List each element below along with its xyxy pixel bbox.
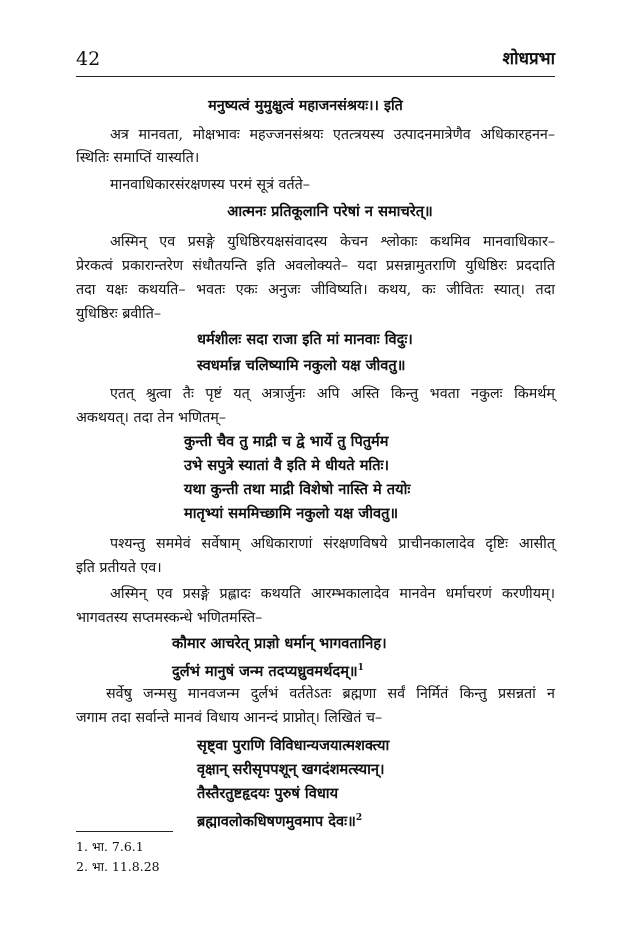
text-line: जगाम तदा सर्वान्ते मानवं विधाय आनन्दं प्राप्नोत्। लिखितं च– (76, 710, 383, 726)
verse-line: आत्मनः प्रतिकूलानि परेषां न समाचरेत्॥ (227, 203, 433, 220)
text-line: मनुष्यत्वं मुमुक्षुत्वं महाजनसंश्रयः।। इति (208, 98, 403, 114)
verse-line: धर्मशीलः सदा राजा इति मां मानवाः विदुः। (197, 331, 413, 348)
text-line: अस्मिन् एव प्रसङ्गे युधिष्ठिरयक्षसंवादस्य केचन श्लोकाः कथमिव मानवाधिकार– (110, 234, 555, 250)
text-line: इति प्रतीयते एव। (76, 560, 162, 576)
verse-line: दुर्लभं मानुषं जन्म तदप्यध्रुवमर्थदम्॥$^1$ (172, 662, 364, 680)
verse-line: उभे सपुत्रे स्यातां वै इति मे धीयते मतिः। (184, 457, 389, 474)
text-line: मानवाधिकारसंरक्षणस्य परमं सूत्रं वर्तते– (110, 177, 310, 193)
page-number: 42 (76, 48, 101, 70)
text-line: स्थितिः समाप्तिं यास्यति। (76, 150, 200, 166)
verse-line: यथा कुन्ती तथा माद्री विशेषो नास्ति मे तयोः (184, 481, 411, 498)
footnote-marker: 1 (357, 663, 364, 673)
footnote: 1. भा. 7.6.1 (76, 839, 144, 854)
footnote-marker: 2 (355, 813, 363, 823)
text-line: अस्मिन् एव प्रसङ्गे प्रह्लादः कथयति आरम्भकालादेव मानवेन धर्माचरणं करणीयम्। (110, 586, 555, 602)
text-line: अत्र मानवता, मोक्षभावः महज्जनसंश्रयः एतत्त्रयस्य उत्पादनमात्रेणैव अधिकारहनन– (110, 127, 555, 143)
verse-line: ब्रह्मावलोकधिषणमुवमाप देवः॥$^2$ (197, 812, 363, 830)
text-line: सर्वेषु जन्मसु मानवजन्म दुर्लभं वर्ततेऽतः ब्रह्मणा सर्वं निर्मितं किन्तु प्रसन्नतां न (106, 686, 555, 702)
verse-line: मातृभ्यां सममिच्छामि नकुलो यक्ष जीवतु॥ (184, 505, 399, 522)
page-header (76, 46, 555, 74)
footnote-rule (76, 831, 173, 832)
header-rule (76, 76, 555, 77)
verse-line: कुन्ती चैव तु माद्री च द्वे भार्ये तु पितुर्मम (184, 433, 389, 450)
verse-line: सृष्ट्वा पुराणि विविधान्यजयात्मशक्त्या (197, 737, 390, 754)
running-title: शोधप्रभा (502, 49, 555, 69)
text-line: पश्यन्तु सममेवं सर्वेषाम् अधिकाराणां संरक्षणविषये प्राचीनकालादेव दृष्टिः आसीत् (110, 536, 555, 552)
text-line: अकथयत्। तदा तेन भणितम्– (76, 410, 226, 426)
footnote: 2. भा. 11.8.28 (76, 859, 160, 874)
verse-line: वृक्षान् सरीसृपपशून् खगदंशमत्स्यान्। (197, 761, 385, 778)
text-line: भागवतस्य सप्तमस्कन्धे भणितमस्ति– (76, 610, 263, 626)
text-line: युधिष्ठिरः ब्रवीति– (76, 306, 162, 322)
verse-line: स्वधर्मान्न चलिष्यामि नकुलो यक्ष जीवतु॥ (197, 357, 406, 374)
text-line: एतत् श्रुत्वा तैः पृष्टं यत् अत्रार्जुनः अपि अस्ति किन्तु भवता नकुलः किमर्थम् (110, 386, 555, 402)
verse-line: तैस्तैरतुष्टहृदयः पुरुषं विधाय (197, 785, 339, 802)
verse-line: कौमार आचरेत् प्राज्ञो धर्मान् भागवतानिह। (172, 635, 387, 652)
text-line: प्रेरकत्वं प्रकारान्तरेण संधौतयन्ति इति अवलोक्यते– यदा प्रसन्नामुतराणि युधिष्ठिरः प्रददाति (76, 258, 555, 274)
text-line: तदा यक्षः कथयति– भवतः एकः अनुजः जीविष्यति। कथय, कः जीवितः स्यात्। तदा (76, 282, 555, 298)
